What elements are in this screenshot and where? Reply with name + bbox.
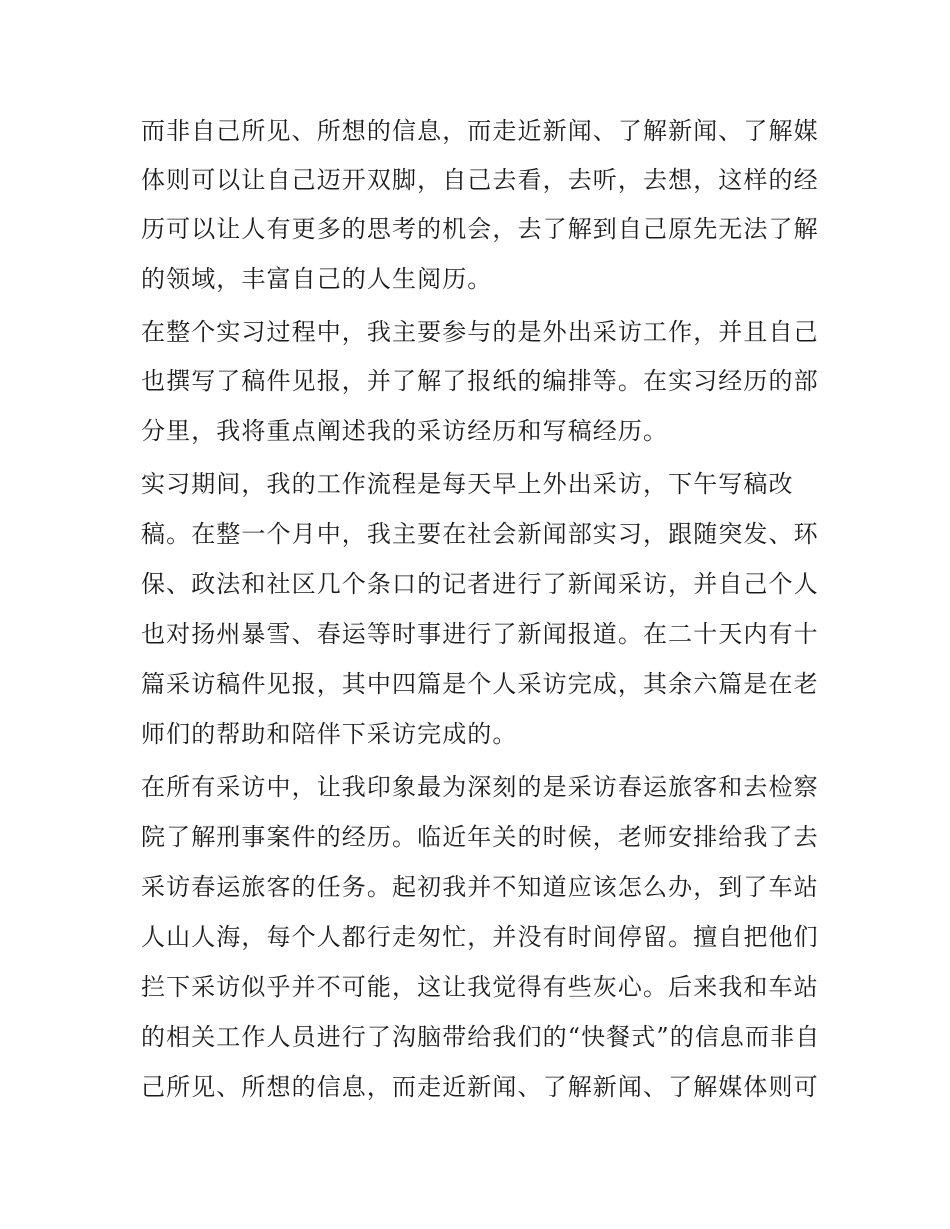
text-line: 体则可以让自己迈开双脚，自己去看，去听，去想，这样的经 [141, 166, 819, 194]
text-line: 师们的帮助和陪伴下采访完成的。 [141, 720, 518, 748]
text-line: 历可以让人有更多的思考的机会，去了解到自己原先无法了解 [141, 215, 819, 243]
text-line: 的相关工作人员进行了沟脑带给我们的“快餐式”的信息而非自 [141, 1023, 821, 1051]
text-line: 的领域，丰富自己的人生阅历。 [141, 265, 493, 293]
text-line: 人山人海，每个人都行走匆忙，并没有时间停留。擅自把他们 [141, 923, 819, 951]
text-line: 拦下采访似乎并不可能，这让我觉得有些灰心。后来我和车站 [141, 973, 819, 1001]
text-line: 篇采访稿件见报，其中四篇是个人采访完成，其余六篇是在老 [141, 670, 819, 698]
text-line: 在所有采访中，让我印象最为深刻的是采访春运旅客和去检察 [141, 773, 819, 801]
text-line: 分里，我将重点阐述我的采访经历和写稿经历。 [141, 417, 669, 445]
text-line: 也对扬州暴雪、春运等时事进行了新闻报道。在二十天内有十 [141, 620, 819, 648]
text-line: 稿。在整一个月中，我主要在社会新闻部实习，跟随突发、环 [141, 520, 819, 548]
text-line: 保、政法和社区几个条口的记者进行了新闻采访，并自己个人 [141, 570, 819, 598]
text-line: 也撰写了稿件见报，并了解了报纸的编排等。在实习经历的部 [141, 367, 819, 395]
text-line: 实习期间，我的工作流程是每天早上外出采访，下午写稿改 [141, 470, 794, 498]
text-line: 在整个实习过程中，我主要参与的是外出采访工作，并且自己 [141, 318, 819, 346]
text-line: 院了解刑事案件的经历。临近年关的时候，老师安排给我了去 [141, 823, 819, 851]
text-line: 采访春运旅客的任务。起初我并不知道应该怎么办，到了车站 [141, 873, 819, 901]
text-line: 而非自己所见、所想的信息，而走近新闻、了解新闻、了解媒 [141, 117, 819, 145]
text-line: 己所见、所想的信息，而走近新闻、了解新闻、了解媒体则可 [141, 1073, 819, 1101]
